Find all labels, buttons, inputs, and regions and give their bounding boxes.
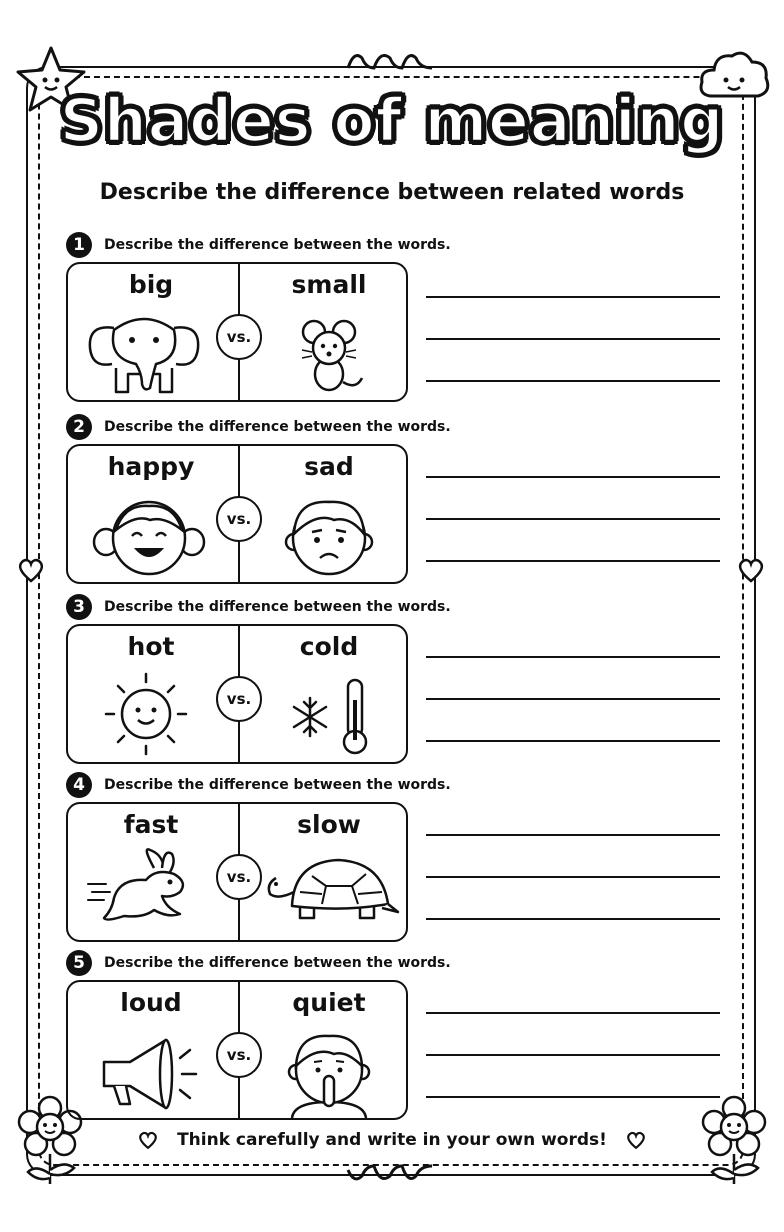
right-word: quiet [292,988,366,1017]
answer-line[interactable] [426,876,720,878]
question-item-3 [66,594,726,770]
shushing-boy-icon [264,1026,394,1118]
heart-right-icon [736,556,766,584]
question-prompt: Describe the difference between the words. [104,419,451,435]
question-prompt: Describe the difference between the words. [104,237,451,253]
word-pair-card [66,802,408,942]
left-word: hot [127,632,175,661]
answer-line[interactable] [426,476,720,478]
question-header [66,772,451,798]
heart-icon [137,1130,159,1150]
word-pair-card [66,624,408,764]
answer-line[interactable] [426,656,720,658]
answer-line[interactable] [426,834,720,836]
answer-line[interactable] [426,1096,720,1098]
footer [0,1130,784,1150]
left-word: loud [120,988,182,1017]
mouse-icon [264,308,394,396]
right-word: cold [299,632,359,661]
question-prompt: Describe the difference between the words. [104,777,451,793]
question-header [66,594,451,620]
vs-badge: vs. [216,676,262,722]
vs-badge: vs. [216,1032,262,1078]
question-item-4 [66,772,726,948]
word-pair-card [66,262,408,402]
footer-text: Think carefully and write in your own words! [177,1130,607,1150]
answer-line[interactable] [426,560,720,562]
question-number: 1 [66,232,92,258]
word-pair-card [66,980,408,1120]
right-word: slow [297,810,361,839]
question-number: 4 [66,772,92,798]
answer-line[interactable] [426,740,720,742]
page-subtitle: Describe the difference between related words [99,180,685,205]
question-item-1 [66,232,726,408]
loops-top-icon [344,48,436,76]
answer-line[interactable] [426,1054,720,1056]
left-word: happy [107,452,195,481]
happy-girl-icon [84,490,214,578]
word-pair-card [66,444,408,584]
elephant-icon [84,308,204,396]
question-number: 5 [66,950,92,976]
question-prompt: Describe the difference between the words. [104,599,451,615]
vs-badge: vs. [216,854,262,900]
question-item-5 [66,950,726,1126]
page-title: Shades of meaning [59,86,725,156]
question-prompt: Describe the difference between the words. [104,955,451,971]
rabbit-icon [84,848,214,936]
snowflake-thermometer-icon [264,670,394,758]
answer-line[interactable] [426,918,720,920]
turtle-icon [264,848,404,936]
megaphone-icon [84,1026,214,1114]
question-header [66,950,451,976]
left-word: fast [123,810,179,839]
sun-icon [84,670,214,758]
heart-left-icon [16,556,46,584]
question-header [66,414,451,440]
question-number: 3 [66,594,92,620]
answer-line[interactable] [426,338,720,340]
question-item-2 [66,414,726,590]
vs-badge: vs. [216,314,262,360]
heart-icon [625,1130,647,1150]
question-number: 2 [66,414,92,440]
left-word: big [128,270,174,299]
answer-line[interactable] [426,698,720,700]
question-header [66,232,451,258]
sad-boy-icon [264,490,394,578]
answer-line[interactable] [426,518,720,520]
right-word: small [291,270,367,299]
right-word: sad [304,452,354,481]
answer-line[interactable] [426,296,720,298]
answer-line[interactable] [426,380,720,382]
loops-bottom-icon [344,1158,436,1186]
answer-line[interactable] [426,1012,720,1014]
vs-badge: vs. [216,496,262,542]
